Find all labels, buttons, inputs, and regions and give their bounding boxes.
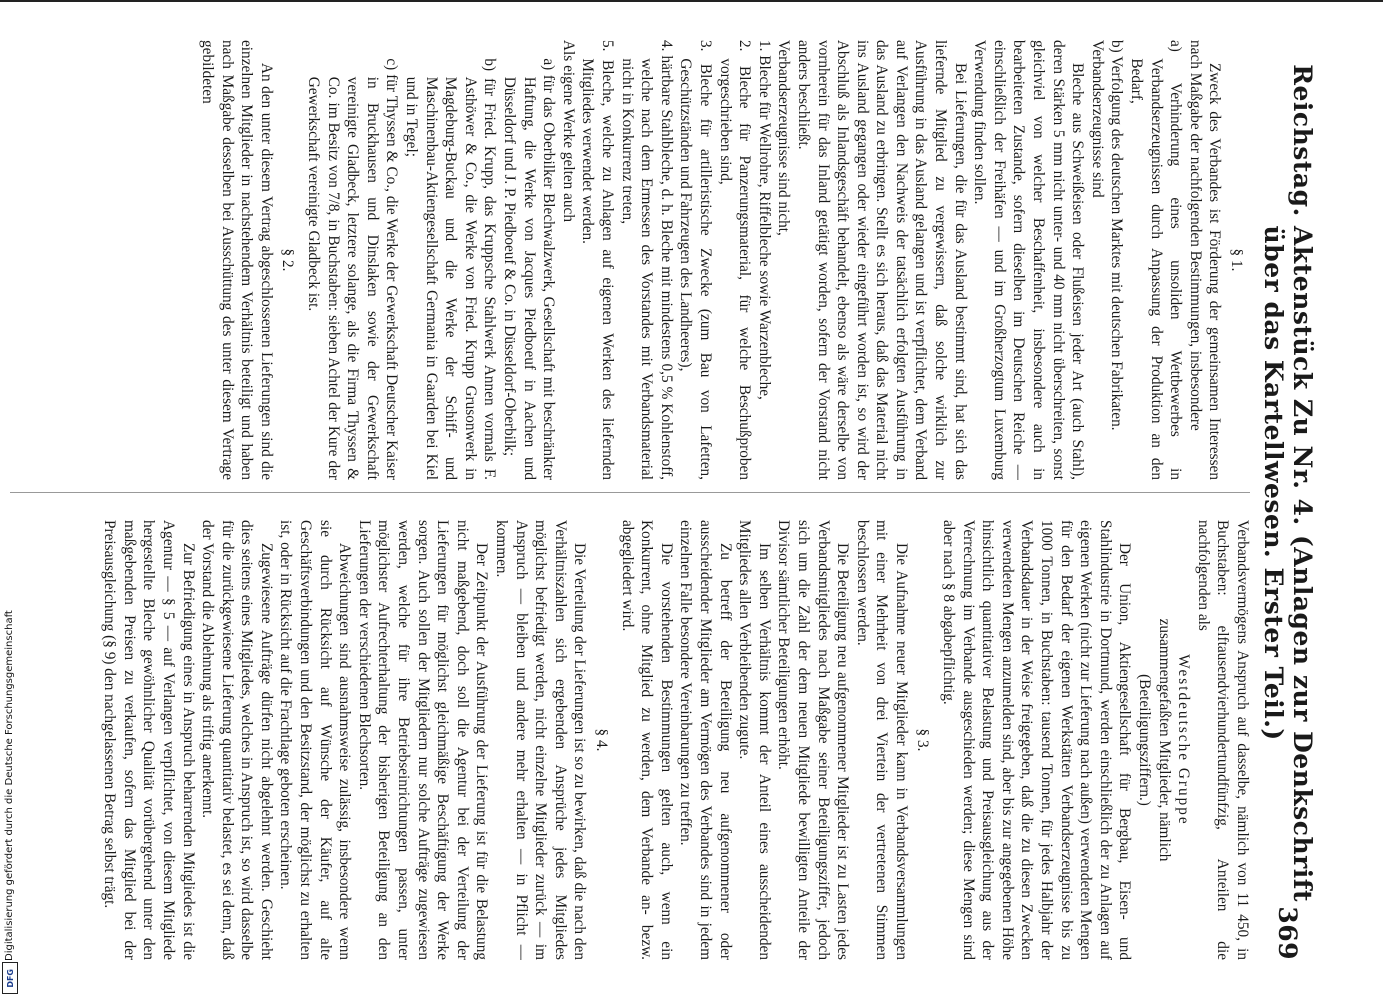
paragraph: Bleche aus Schweißeisen oder Flußeisen jeder Art (auch Stahl), deren Stärken 5 mm nicht unter- und 40 mm nicht überschreiten, sonst gleichviel von welcher Beschaffenheit, insbesondere auch in bearbeiteten Zustande, sofern dieselben im Deutschen Reiche — einschließlich der Freihäfen — und im Großherzogtum Luxemburg Verwendung finden sollen. [971,40,1087,480]
paragraph: Der Union, Aktiengesellschaft für Bergbau, Eisen- und Stahlindustrie in Dortmund, werden einschließlich der zu Anlagen auf eigenen Werken (nicht zur Lieferung nach außen) verwendeten Mengen für den Bedarf der eigenen Werkstätten Verbandserzeugnisse bis zu 1000 Tonnen, in Buchstaben: tausend Tonnen, für jedes Halbjahr der Verbandsdauer in der Weise freigegeben, daß die zu diesen Zwecken verwendeten Mengen anzumelden sind, aber bis zur angegebenen Höhe hinsichtlich quantitativer Belastung und Preisausgleichung aus der Verrechnung im Verbande ausgeschieden werden; diese Mengen sind aber nach § 8 abgabepflichtig. [940,520,1134,960]
centered-line: Westdeutsche Gruppe [1175,654,1193,826]
right-column [2,520,1252,960]
page-header-title: Reichstag. Aktenstück Zu Nr. 4. (Anlagen zur Denkschrift über das Kartellwesen. Erster Teil.) [1259,64,1317,903]
page-number: 369 [1273,906,1303,960]
digitization-sidebar [0,606,18,996]
list-item: 2. Bleche für Panzerungsmaterial, für welche Beschußproben vorgeschrieben sind, [716,40,754,480]
list-item: a) für das Oberbilker Blechwalzwerk, Gesellschaft mit beschränkter Haftung, die Werke von Jacques Piedboeuf in Aachen und Düsseldorf und J. P. Piedboeuf & Co. in Düsseldorf-Oberbilk; [501,58,558,480]
paragraph: Im selben Verhältnis kommt der Anteil eines ausscheidenden Mitgliedes allen Verbleibenden zugute. [736,520,773,960]
paragraph: An den unter diesem Vertrag abgeschlossenen Lieferungen sind die einzelnen Mitglieder in nachstehendem Verhältnis beteiligt und haben nach Maßgabe desselben bei Ausschüttung des unter diesem Vertrage gebildeten [199,40,275,480]
paragraph: Zweck des Verbandes ist Förderung der gemeinsamen Interessen nach Maßgabe der nachfolgenden Bestimmungen, insbesondere [1186,40,1224,480]
paragraph: Zu betreff der Beteiligung neu aufgenommener oder ausscheidender Mitglieder am Vermögen des Verbandes sind in jedem einzelnen Falle besondere Vereinbarungen zu treffen. [677,520,734,960]
paragraph: Zur Befriedigung eines in Anspruch beharrenden Mitgliedes ist die Agentur — § 5 — auf Verlangen verpflichtet, von diesem Mitgliede hergestellte Bleche gewöhnlicher Qualität vorübergehend unter den maßgebenden Preisen zu verkaufen, sofern das Mitglied bei der Preisausgleichung (§ 9) den nachgelassenen Betrag selbst trägt. [101,520,197,960]
section-heading: § 3. [914,728,932,752]
centered-line: zusammengefaßten Mitglieder, nämlich [1155,618,1173,862]
list-item: b) Verfolgung des deutschen Marktes mit deutschen Fabrikaten. [1108,40,1126,431]
list-item: b) für Fried. Krupp, das Kruppsche Stahlwerk Annen vormals F. Asthöwer & Co., die Werke von Fried. Krupp Grusonwerk in Magdeburg-Buckau und die Werke der Schiff- und Maschinenbau-Aktiengesellschaft Germania in Gaarden bei Kiel und in Tegel; [403,58,499,480]
left-column [2,40,1252,480]
section-heading: § 1. [1228,248,1245,272]
paragraph: Verbandsvermögens Anspruch auf dasselbe, nämlich von 11 450, in Buchstaben: elftausendvierhundertundfünfzig, Anteilen die nachfolgenden als [1194,520,1251,960]
list-item: c) für Thyssen & Co., die Werke der Gewerkschaft Deutscher Kaiser in Bruckhausen und Dinslaken sowie der Gewerkschaft vereinigte Gladbeck, letztere solange, als die Firma Thyssen & Co. im Besitz von 7/8, in Buchstaben: sieben Achtel der Kure der Gewerkschaft vereinigte Gladbeck ist. [305,58,401,480]
list-item: 3. Bleche für artilleristische Zwecke (zum Bau von Lafetten, Geschützständen und Fahrzeugen des Landheeres), [677,40,714,480]
funding-credit: Digitalisierung gefördert durch die Deutsche Forschungsgemeinschaft [4,610,15,961]
paragraph: Abweichungen sind ausnahmsweise zulässig, insbesondere wenn sie durch Rücksicht auf Wünsche der Käufer, auf alte Geschäftsverbindungen und den Besitzstand, der möglichst zu erhalten ist, oder in Rücksicht auf die Frachtlage geboten erscheinen. [277,520,354,960]
paragraph: Die vorstehenden Bestimmungen gelten auch, wenn ein Konkurrent, ohne Mitglied zu werden, dem Verbande an- bezw. abgegliedert wird. [618,520,675,960]
centered-line: (Beteiligungsziffern.) [1136,674,1154,806]
paragraph: Die Verteilung der Lieferungen ist so zu bewirken, daß die nach den Verhältniszahlen sich ergebenden Ansprüche jedes Mitgliedes möglichst befriedigt werden, nicht einzelne Mitglieder zurück — im Anspruch — bleiben und andere mehr erhalten — in Pflicht — kommen. [493,520,589,960]
list-item: 1. Bleche für Wellrohre, Riffelbleche sowie Warzenbleche, [755,40,773,400]
paragraph: Verbandserzeugnisse sind nicht, [775,40,793,236]
dfg-logo-text: DFG [5,968,15,988]
paragraph: Bei Lieferungen, die für das Ausland bestimmt sind, hat sich das liefernde Mitglied zu vergewissern, daß solche wirklich zur Ausführung in das Ausland gelangen und ist verpflichtet, dem Verband auf Verlangen den Nachweis der tatsächlich erfolgten Ausführung in das Ausland zu erbringen. Stellt es sich heraus, daß das Material nicht ins Ausland gegangen oder wieder eingeführt worden ist, so wird der Abschluß als Inlandsgeschäft behandelt, ebenso als wäre derselbe von vornherein für das Inland getätigt worden, sofern der Vorstand nicht anders beschließt. [794,40,969,480]
section-heading: § 4. [593,728,610,752]
paragraph: Der Zeitpunkt der Ausführung der Lieferung ist für die Belastung nicht maßgebend, doch soll die Agentur bei der Verteilung der Lieferungen für möglichst gleichmäßige Beschäftigung der Werke sorgen. Auch sollen der Mitgliedern nur solche Aufträge zugewiesen werden, welche für ihre Betriebseinrichtungen passen, unter möglichster Aufrechterhaltung der bisherigen Beteiligung an den Lieferungen der verschiedenen Blechsorten. [355,520,491,960]
list-item: 5. Bleche, welche zu Anlagen auf eigenen Werken des liefernden Mitgliedes verwendet werden. [579,40,616,480]
paragraph: Verbandserzeugnisse sind [1088,40,1106,198]
dfg-logo [2,962,18,994]
page-header [1260,40,1316,960]
paragraph: Die Beteiligung neu aufgenommener Mitglieder ist zu Lasten jedes Verbandsmitgliedes nach Maßgabe seiner Beteiligungsziffer, jedoch sich um die Zahl der dem neuen Mitgliede bewilligten Anteile der Divisor sämtlicher Beteiligungen erhöht. [775,520,852,960]
list-item: a) Verhinderung eines unsoliden Wettbewerbes in Verbandserzeugnissen durch Anpassung der Produktion an den Bedarf, [1128,40,1185,480]
paragraph: Die Aufnahme neuer Mitglieder kann in Verbandsversammlungen mit einer Mehrheit von drei Viertein der vertretenen Stimmen beschlossen werden. [853,520,910,960]
column-divider [10,492,1250,493]
section-heading: § 2. [279,248,297,272]
paragraph: Als eigene Werke gelten auch [559,40,577,222]
list-item: 4. härtbare Stahlbleche, d. h. Bleche mit mindestens 0,5 % Kohlenstoff, welche nach dem Ermessen des Vorstandes mit Verbandsmaterial nicht in Konkurrenz treten, [618,40,675,480]
paragraph: Zugewiesene Aufträge dürfen nicht abgelehnt werden. Geschieht dies seitens eines Mitgliedes, welches in Anspruch ist, so wird dasselbe für die zurückgewiesene Lieferung quantitativ belastet, es sei denn, daß der Vorstand die Ablehnung als triftig anerkennt. [199,520,275,960]
